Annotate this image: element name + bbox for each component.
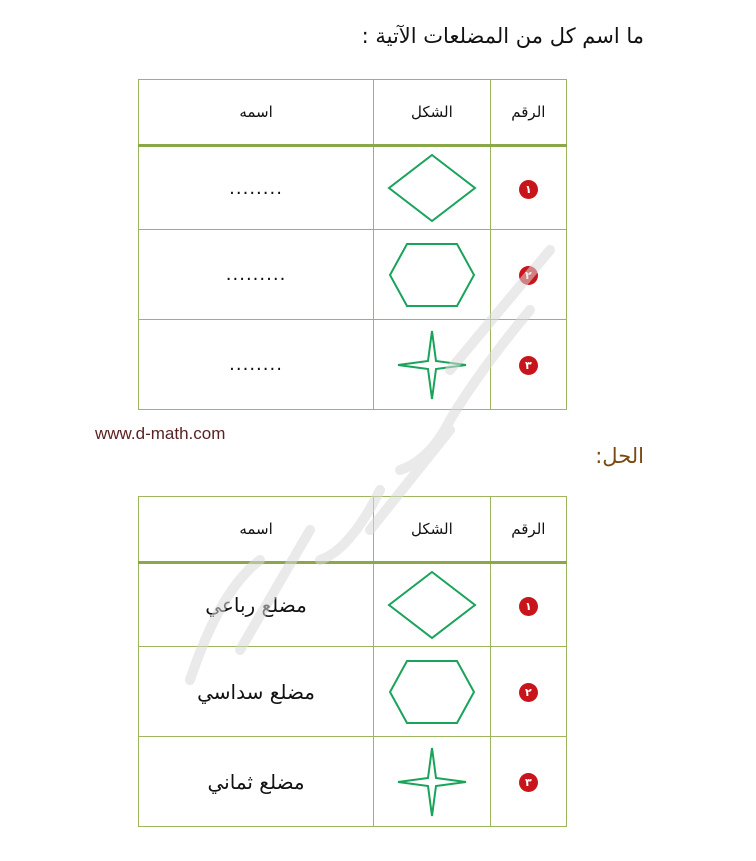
number-badge: ٢	[519, 683, 538, 702]
number-badge: ١	[519, 180, 538, 199]
answer-text: مضلع سداسي	[197, 679, 316, 704]
row-shape	[374, 146, 491, 230]
row-number	[490, 146, 566, 230]
answer-text: مضلع ثماني	[207, 769, 305, 794]
diamond-icon	[386, 152, 478, 224]
header-shape: الشكل	[374, 497, 491, 563]
row-shape	[374, 320, 491, 410]
table-row	[139, 320, 567, 410]
table-row	[139, 737, 567, 827]
question-text: ما اسم كل من المضلعات الآتية :	[361, 24, 644, 48]
website-link[interactable]: www.d-math.com	[95, 424, 226, 443]
header-name: اسمه	[139, 80, 374, 146]
row-shape	[374, 563, 491, 647]
answer-text: مضلع رباعي	[205, 593, 307, 617]
row-number	[490, 230, 566, 320]
table-row	[139, 563, 567, 647]
table-row	[139, 230, 567, 320]
table-row	[139, 146, 567, 230]
answer-blank: ........	[229, 354, 283, 375]
exercise-table	[138, 79, 567, 410]
header-shape: الشكل	[374, 80, 491, 146]
solution-table	[138, 496, 567, 827]
hexagon-icon	[387, 658, 477, 726]
number-badge: ٣	[519, 773, 538, 792]
row-name	[139, 563, 374, 647]
answer-blank: ........	[229, 177, 283, 199]
row-number	[490, 647, 566, 737]
number-badge: ٣	[519, 356, 538, 375]
hexagon-icon	[387, 241, 477, 309]
row-shape	[374, 230, 491, 320]
table-header-row	[139, 497, 567, 563]
number-badge: ١	[519, 597, 538, 616]
row-shape	[374, 647, 491, 737]
number-badge: ٢	[519, 266, 538, 285]
row-name	[139, 320, 374, 410]
table-header-row	[139, 80, 567, 146]
row-name	[139, 230, 374, 320]
row-name	[139, 647, 374, 737]
header-name: اسمه	[139, 497, 374, 563]
row-number	[490, 737, 566, 827]
row-number	[490, 563, 566, 647]
row-name	[139, 146, 374, 230]
row-number	[490, 320, 566, 410]
table-row	[139, 647, 567, 737]
header-number: الرقم	[490, 497, 566, 563]
star-icon	[396, 746, 468, 818]
answer-blank: .........	[225, 264, 287, 285]
solution-label: الحل:	[595, 444, 644, 468]
row-shape	[374, 737, 491, 827]
row-name	[139, 737, 374, 827]
star-icon	[396, 329, 468, 401]
header-number: الرقم	[490, 80, 566, 146]
diamond-icon	[386, 569, 478, 641]
